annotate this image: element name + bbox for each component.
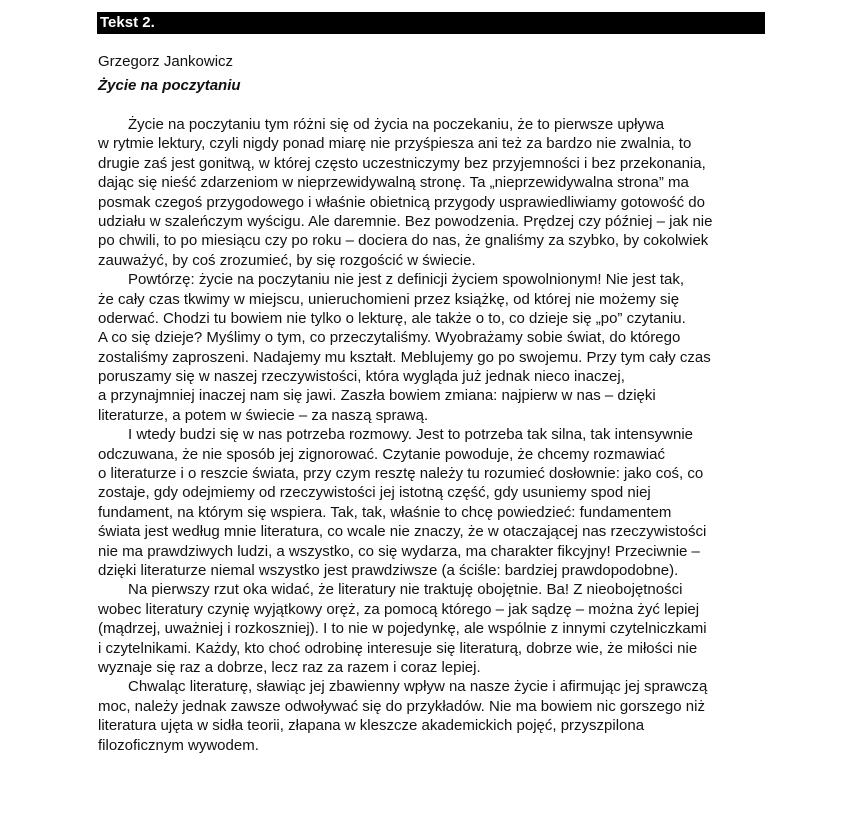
section-header — [97, 12, 765, 34]
text-title: Życie na poczytaniu — [98, 77, 241, 94]
text-line: po chwili, to po miesiącu czy po roku – dociera do nas, że gnaliśmy za szybko, by cokolwiek — [98, 232, 709, 250]
section-header-label: Tekst 2. — [100, 14, 155, 31]
text-line: dając się nieść zdarzeniom w nieprzewidywalną stronę. Ta „nieprzewidywalna strona” ma — [98, 174, 689, 192]
text-line: zostaje, gdy odejmiemy od rzeczywistości jej istotną część, gdy usuniemy spod niej — [98, 484, 651, 502]
text-line: że cały czas tkwimy w miejscu, unieruchomieni przez książkę, od której nie możemy się — [98, 290, 680, 308]
text-line: udziału w szaleńczym wyścigu. Ale daremnie. Bez powodzenia. Prędzej czy później – jak nie — [98, 212, 713, 230]
text-line: a przynajmniej inaczej nam się jawi. Zaszła bowiem zmiana: najpierw w nas – dzięki — [98, 387, 656, 405]
text-line: w rytmie lektury, czyli nigdy ponad miarę nie przyśpiesza ani też za bardzo nie zwalnia, to — [98, 135, 692, 153]
text-line: nie ma prawdziwych ludzi, a wszystko, co się wydarza, ma charakter fikcyjny! Przeciwnie – — [98, 542, 700, 560]
text-line: wobec literatury czynię wyjątkowy oręż, za pomocą którego – jak sądzę – można żyć lepiej — [98, 600, 700, 618]
text-body — [98, 115, 778, 755]
text-line: oderwać. Chodzi tu bowiem nie tylko o lekturę, ale także o to, co dzieje się „po” czytaniu. — [98, 309, 686, 327]
text-line: świata jest według mnie literatura, co wcale nie znaczy, że w otaczającej nas rzeczywistości — [98, 523, 707, 541]
text-line: Na pierwszy rzut oka widać, że literatury nie traktuję obojętnie. Ba! Z nieobojętności — [128, 581, 683, 599]
paragraph — [98, 580, 778, 677]
text-line: wyznaje się raz a dobrze, lecz raz za razem i coraz lepiej. — [98, 658, 481, 676]
author-name: Grzegorz Jankowicz — [98, 53, 234, 70]
text-line: drugie zaś jest gonitwą, w której często uczestniczymy bez przyjemności i bez przekonania, — [98, 154, 706, 172]
paragraph — [98, 270, 778, 425]
text-line: literatura ujęta w sidła teorii, złapana w kleszcze akademickich pojęć, przyszpilona — [98, 717, 645, 735]
text-line: filozoficznym wywodem. — [98, 736, 259, 754]
text-line: o literaturze i o reszcie świata, przy czym resztę należy tu rozumieć dosłownie: jako coś, co — [98, 465, 704, 483]
text-line: Życie na poczytaniu tym różni się od życia na poczekaniu, że to pierwsze upływa — [128, 116, 665, 133]
text-line: I wtedy budzi się w nas potrzeba rozmowy. Jest to potrzeba tak silna, tak intensywnie — [128, 426, 693, 444]
text-line: poruszamy się w naszej rzeczywistości, która wygląda już jednak nieco inaczej, — [98, 368, 625, 386]
text-line: Chwaląc literaturę, sławiąc jej zbawienny wpływ na nasze życie i afirmując jej sprawczą — [128, 678, 708, 696]
text-line: zauważyć, by coś zrozumieć, by się rozgościć w świecie. — [98, 251, 476, 269]
text-line: fundament, na którym się wspiera. Tak, tak, właśnie to chcę powiedzieć: fundamentem — [98, 503, 672, 521]
text-line: (mądrzej, uważniej i rozkoszniej). I to nie w pojedynkę, ale wspólnie z innymi czytelniczkami — [98, 620, 707, 638]
text-line: i czytelnikami. Każdy, kto choć odrobinę interesuje się literaturą, dobrze wie, że miłości nie — [98, 639, 698, 657]
text-line: Powtórzę: życie na poczytaniu nie jest z definicji życiem spowolnionym! Nie jest tak, — [128, 271, 685, 289]
paragraph — [98, 425, 778, 580]
text-line: A co się dzieje? Myślimy o tym, co przeczytaliśmy. Wyobrażamy sobie świat, do którego — [98, 329, 681, 347]
text-line: odczuwana, że nie sposób jej zignorować. Czytanie powoduje, że chcemy rozmawiać — [98, 445, 665, 463]
text-line: moc, należy jednak zawsze odwoływać się do przykładów. Nie ma bowiem nic gorszego niż — [98, 697, 705, 715]
text-line: zostaliśmy zaproszeni. Nadajemy mu kształt. Meblujemy go po swojemu. Przy tym cały czas — [98, 348, 711, 366]
text-line: dzięki literaturze niemal wszystko jest prawdziwsze (a ściśle: bardziej prawdopodobne). — [98, 561, 679, 579]
text-line: posmak czegoś przygodowego i właśnie obietnicą przygody usprawiedliwiamy gotowość do — [98, 193, 705, 211]
paragraph — [98, 115, 778, 270]
text-line: literaturze, a potem w świecie – za naszą sprawą. — [98, 406, 429, 424]
paragraph — [98, 677, 778, 755]
